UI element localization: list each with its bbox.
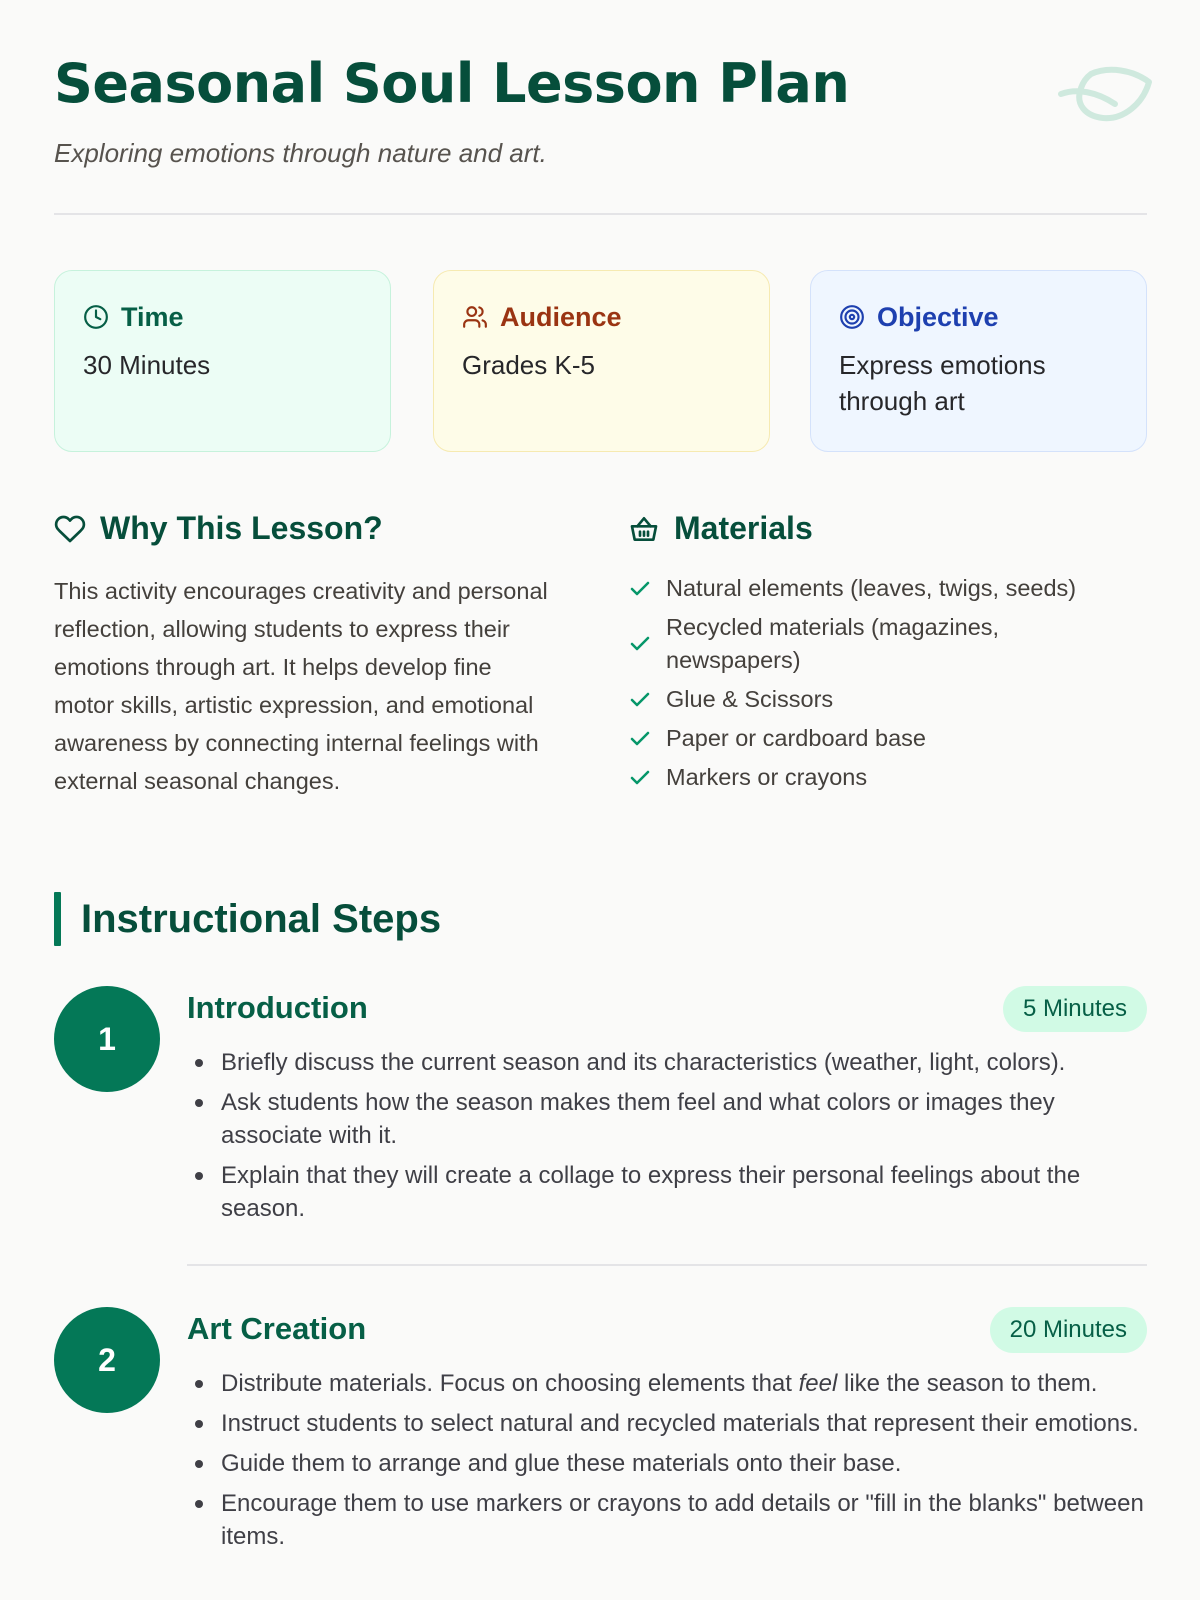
- step-bullet: Briefly discuss the current season and its characteristics (weather, light, colors).: [187, 1046, 1147, 1079]
- step-bullet-list: [187, 1367, 1147, 1560]
- check-icon: [628, 766, 652, 790]
- step-title: Art Creation: [187, 1311, 367, 1346]
- step-number: 1: [54, 986, 160, 1092]
- audience-card: [433, 270, 770, 452]
- why-heading: [54, 510, 383, 547]
- check-icon: [628, 727, 652, 751]
- page-title: Seasonal Soul Lesson Plan: [54, 52, 850, 115]
- materials-item-text: Markers or crayons: [666, 764, 868, 790]
- heart-icon: [54, 513, 86, 545]
- materials-item: [628, 722, 1138, 755]
- header-divider: [54, 213, 1147, 215]
- duration-badge: 20 Minutes: [990, 1307, 1147, 1353]
- materials-item: [628, 572, 1138, 605]
- page-subtitle: Exploring emotions through nature and art.: [54, 138, 547, 168]
- clock-icon: [83, 304, 109, 330]
- basket-icon: [628, 513, 660, 545]
- step-bullet: Guide them to arrange and glue these materials onto their base.: [187, 1447, 1147, 1480]
- step-bullet: Encourage them to use markers or crayons to add details or "fill in the blanks" between items.: [187, 1487, 1147, 1553]
- audience-label: Audience: [500, 301, 622, 332]
- lesson-plan-page: [54, 0, 1147, 1600]
- step-bullet-list: [187, 1046, 1147, 1232]
- bullet-text: like the season to them.: [837, 1370, 1098, 1397]
- why-title: Why This Lesson?: [100, 510, 383, 546]
- materials-heading: [628, 510, 813, 547]
- leaf-icon: [1057, 62, 1153, 128]
- objective-value: Express emotions through art: [839, 350, 1046, 416]
- materials-item: [628, 611, 1138, 677]
- materials-item-text: Glue & Scissors: [666, 686, 834, 712]
- steps-heading: [54, 892, 441, 946]
- why-paragraph: This activity encourages creativity and personal reflection, allowing students to express their emotions through art. It helps develop fine motor skills, artistic expression, and emotional awareness by connecting internal feelings with external seasonal changes.: [54, 578, 548, 794]
- check-icon: [628, 632, 652, 656]
- time-label: Time: [121, 301, 184, 332]
- materials-item-text: Natural elements (leaves, twigs, seeds): [666, 575, 1077, 601]
- step-bullet: Ask students how the season makes them feel and what colors or images they associate with it.: [187, 1086, 1147, 1152]
- step-bullet: Explain that they will create a collage to express their personal feelings about the season.: [187, 1159, 1147, 1225]
- steps-accent-bar: [54, 892, 61, 946]
- duration-badge: 5 Minutes: [1003, 986, 1147, 1032]
- bullet-text: Distribute materials. Focus on choosing elements that: [221, 1370, 799, 1397]
- materials-item: [628, 761, 1138, 794]
- target-icon: [839, 304, 865, 330]
- check-icon: [628, 688, 652, 712]
- step-bullet: Instruct students to select natural and recycled materials that represent their emotions.: [187, 1407, 1147, 1440]
- materials-item-text: Recycled materials (magazines, newspapers): [666, 614, 1000, 673]
- step-bullet: [187, 1367, 1147, 1400]
- time-card: [54, 270, 391, 452]
- users-icon: [462, 304, 488, 330]
- objective-card: [810, 270, 1147, 452]
- materials-item-text: Paper or cardboard base: [666, 725, 926, 751]
- materials-item: [628, 683, 1138, 716]
- audience-value: Grades K-5: [462, 350, 595, 380]
- time-value: 30 Minutes: [83, 350, 211, 380]
- check-icon: [628, 577, 652, 601]
- materials-title: Materials: [674, 510, 813, 546]
- step-number: 2: [54, 1307, 160, 1413]
- step-title: Introduction: [187, 990, 368, 1025]
- step-divider: [187, 1264, 1147, 1266]
- objective-label: Objective: [877, 301, 999, 332]
- bullet-emphasis: feel: [798, 1370, 838, 1397]
- steps-title: Instructional Steps: [81, 896, 442, 941]
- materials-list: [628, 572, 1138, 800]
